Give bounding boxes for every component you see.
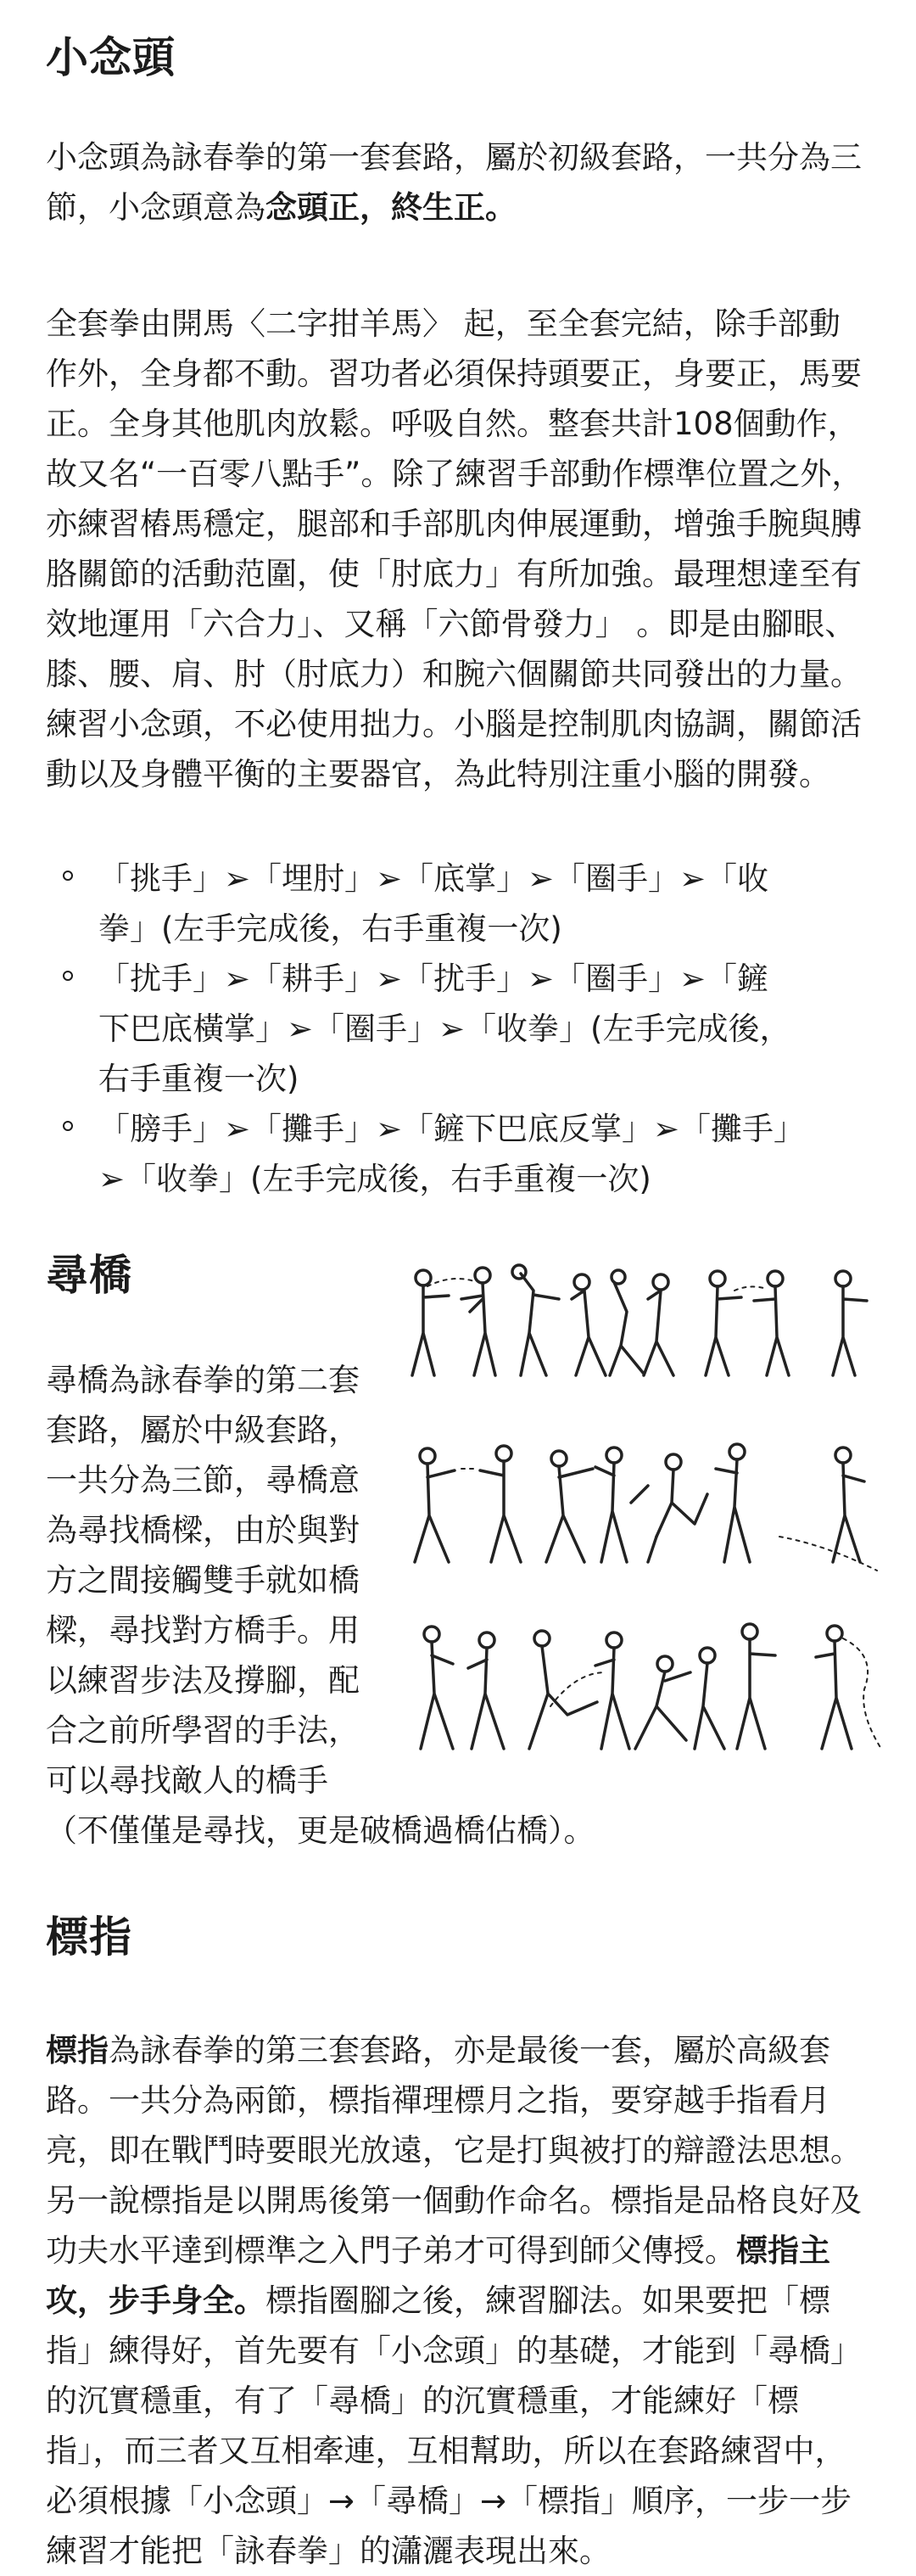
circle-bullet-icon	[63, 971, 73, 981]
sparring-illustration	[385, 1248, 894, 1800]
section-title-biu-jee: 標指	[46, 1912, 132, 1962]
list-item-text: 「扰手」➢「耕手」➢「扰手」➢「圈手」➢「鏟下巴底橫掌」➢「圈手」➢「收拳」(左手完成後，右手重複一次)	[98, 960, 791, 1097]
sparring-figures-image	[385, 1248, 894, 1800]
chum-kiu-description: 尋橋為詠春拳的第二套套路，屬於中級套路，一共分為三節，尋橋意為尋找橋樑，由於與對方之間接觸雙手就如橋樑，尋找對方橋手。用以練習步法及撐腳，配合之前所學習的手法，可以尋找敵人的橋手（不僅僅是尋找，更是破橋過橋佔橋）。	[46, 1362, 595, 1849]
list-item	[46, 854, 794, 954]
siu-nim-tau-intro	[46, 132, 870, 232]
bold-motto: 標指主攻，步手身全。	[46, 2232, 830, 2319]
list-item-text: 「膀手」➢「攤手」➢「鏟下巴底反掌」➢「攤手」➢「收拳」(左手完成後，右手重複一次)	[98, 1111, 790, 1197]
circle-bullet-icon	[63, 871, 73, 881]
body-text: 標指圈腳之後，練習腳法。如果要把「標指」練得好，首先要有「小念頭」的基礎，才能到「尋橋」的沉實穩重，有了「尋橋」的沉實穩重，才能練好「標指」，而三者又互相牽連，互相幫助，所以在套路練習中，必須根據「小念頭」→「尋橋」→「標指」順序，一步一步練習才能把「詠春拳」的瀟灑表現出來。	[46, 2282, 862, 2569]
biu-jee-description	[46, 2025, 870, 2576]
body-text: 為詠春拳的第三套套路，亦是最後一套，屬於高級套路。一共分為兩節，標指禪理標月之指，要穿越手指看月亮，即在戰鬥時要眼光放遠，它是打與被打的辯證法思想。另一說標指是以開馬後第一個動作命名。標指是品格良好及功夫水平達到標準之入門子弟才可得到師父傳授。	[46, 2032, 862, 2269]
chum-kiu-section	[46, 1248, 870, 1856]
siu-nim-tau-description: 全套拳由開馬〈二字拑羊馬〉 起，至全套完結，除手部動作外，全身都不動。習功者必須保持頭要正，身要正，馬要正。全身其他肌肉放鬆。呼吸自然。整套共計108個動作，故又名“一百零八點手”。除了練習手部動作標準位置之外，亦練習樁馬穩定，腿部和手部肌肉伸展運動，增強手腕與膊胳關節的活動范圍，使「肘底力」有所加強。最理想達至有效地運用「六合力」、又稱「六節骨發力」 。即是由腳眼、膝、腰、肩、肘（肘底力）和腕六個關節共同發出的力量。練習小念頭，不必使用拙力。小腦是控制肌肉協調，關節活動以及身體平衡的主要器官，為此特別注重小腦的開發。	[46, 305, 863, 792]
list-item	[46, 954, 794, 1104]
intro-text: 小念頭為詠春拳的第一套套路，屬於初級套路，一共分為三節，小念頭意為	[46, 139, 862, 226]
list-item-text: 「挑手」➢「埋肘」➢「底掌」➢「圈手」➢「收拳」(左手完成後，右手重複一次)	[98, 860, 769, 947]
section-title-chum-kiu: 尋橋	[46, 1251, 132, 1300]
form-sequence-list	[46, 854, 870, 1204]
intro-bold-motto: 念頭正，終生正。	[265, 189, 517, 226]
circle-bullet-icon	[63, 1121, 73, 1131]
section-title-siu-nim-tau: 小念頭	[46, 33, 176, 82]
list-item	[46, 1104, 794, 1204]
bold-term: 標指	[46, 2032, 109, 2069]
